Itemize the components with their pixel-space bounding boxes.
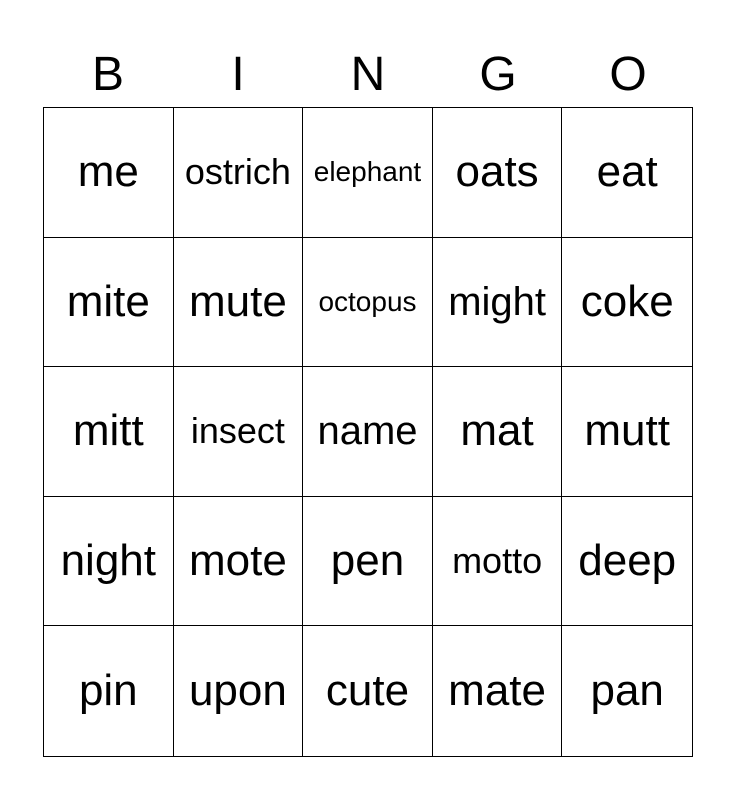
bingo-cell-r4-c1[interactable]: night: [44, 497, 174, 627]
header-letter-n: N: [350, 48, 386, 101]
bingo-cell-r4-c5[interactable]: deep: [562, 497, 692, 627]
bingo-cell-r5-c4[interactable]: mate: [433, 626, 563, 756]
header-letter-g: G: [479, 48, 517, 101]
bingo-cell-r3-c1[interactable]: mitt: [44, 367, 174, 497]
bingo-cell-r4-c3[interactable]: pen: [303, 497, 433, 627]
bingo-cell-r2-c5[interactable]: coke: [562, 238, 692, 368]
bingo-cell-r2-c4[interactable]: might: [433, 238, 563, 368]
bingo-cell-r2-c2[interactable]: mute: [174, 238, 304, 368]
bingo-header: [43, 45, 693, 105]
bingo-cell-r3-c2[interactable]: insect: [174, 367, 304, 497]
bingo-cell-r4-c4[interactable]: motto: [433, 497, 563, 627]
bingo-cell-r5-c2[interactable]: upon: [174, 626, 304, 756]
bingo-cell-r1-c5[interactable]: eat: [562, 108, 692, 238]
bingo-cell-r5-c5[interactable]: pan: [590, 666, 664, 716]
bingo-cell-r3-c4[interactable]: mat: [433, 367, 563, 497]
header-letter-o: O: [609, 48, 647, 101]
bingo-board: [43, 107, 693, 757]
bingo-cell-r2-c3[interactable]: octopus: [303, 238, 433, 368]
bingo-cell-r5-c3[interactable]: cute: [303, 626, 433, 756]
bingo-cell-r3-c3[interactable]: name: [303, 367, 433, 497]
bingo-cell-r1-c3[interactable]: elephant: [303, 108, 433, 238]
header-letter-i: I: [231, 48, 245, 101]
bingo-cell-r5-c1[interactable]: pin: [44, 626, 174, 756]
bingo-cell-r1-c4[interactable]: oats: [433, 108, 563, 238]
bingo-cell-r2-c1[interactable]: mite: [44, 238, 174, 368]
header-letter-b: B: [91, 48, 124, 101]
bingo-cell-r4-c2[interactable]: mote: [174, 497, 304, 627]
bingo-cell-r1-c1[interactable]: me: [44, 108, 174, 238]
bingo-cell-r3-c5[interactable]: mutt: [562, 367, 692, 497]
bingo-cell-r1-c2[interactable]: ostrich: [174, 108, 304, 238]
